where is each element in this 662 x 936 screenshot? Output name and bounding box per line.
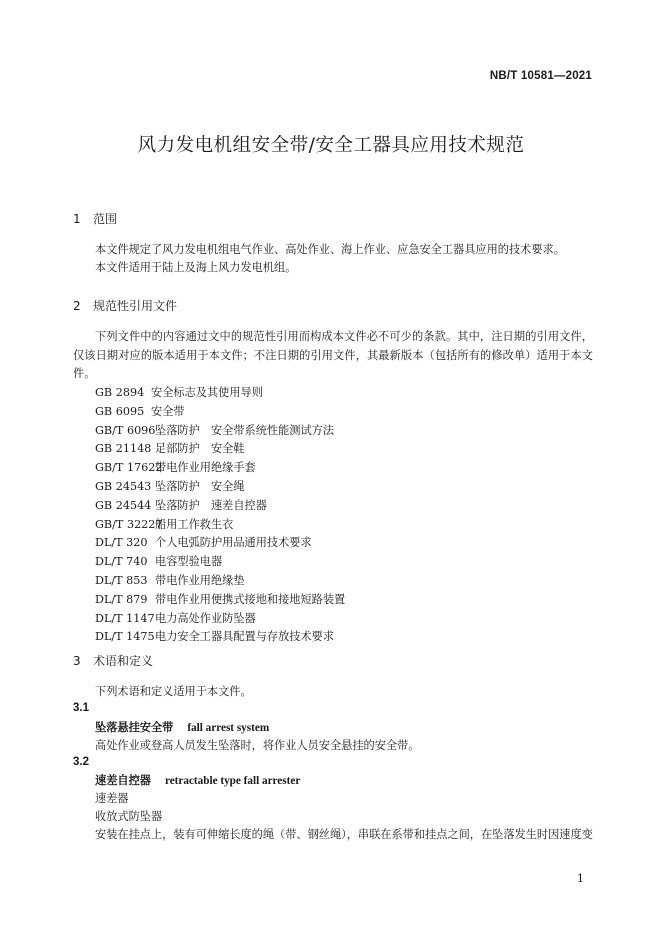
section-2-heading [73,297,177,314]
section-title: 术语和定义 [93,654,154,668]
reference-title: 坠落防护 安全绳 [155,479,245,493]
reference-title: 带电作业用绝缘手套 [155,461,256,475]
reference-item [95,572,345,591]
term-english: retractable type fall arrester [164,775,301,787]
reference-code: GB/T 6096 [95,423,156,437]
reference-code: DL/T 853 [95,573,148,587]
reference-code: GB 2894 [95,386,145,399]
reference-code: GB 6095 [95,404,145,418]
reference-item [95,403,345,422]
term-synonym: 收放式防坠器 [95,810,163,823]
section-title: 范围 [93,212,118,226]
reference-item [95,497,345,516]
document-title: 风力发电机组安全带/安全工器具应用技术规范 [137,135,525,156]
reference-title: 安全带 [151,404,185,418]
reference-code: DL/T 320 [95,536,148,550]
section-3-heading [73,652,153,669]
reference-code: GB/T 32227 [95,517,163,531]
section-number: 2 [73,299,81,313]
reference-title: 带电作业用便携式接地和接地短路装置 [155,592,346,606]
reference-item [95,440,345,459]
section-2-intro: 下列文件中的内容通过文中的规范性引用而构成本文件必不可少的条款。其中，注日期的引用文件，仅该日期对应的版本适用于本文件；不注日期的引用文件，其最新版本（包括所有的修改单）适用于本文件。 [73,330,593,380]
term-definition: 安装在挂点上，装有可伸缩长度的绳（带、钢丝绳），串联在系带和挂点之间，在坠落发生时因速度变 [95,828,593,841]
section-1-paragraph: 本文件适用于陆上及海上风力发电机组。 [95,261,297,274]
reference-title: 电容型验电器 [155,555,223,569]
standard-number: NB/T 10581—2021 [489,70,592,82]
term-chinese: 坠落悬挂安全带 [95,720,174,734]
term-number: 3.2 [73,756,89,768]
reference-title: 足部防护 安全鞋 [155,442,245,456]
reference-item [95,422,345,441]
reference-code: GB 24543 [95,479,152,493]
reference-item [95,553,345,572]
reference-item [95,384,345,403]
reference-code: GB 21148 [95,442,152,456]
term-heading [95,772,300,788]
reference-title: 电力高处作业防坠器 [155,611,256,625]
reference-title: 坠落防护 安全带系统性能测试方法 [155,423,335,437]
reference-item [95,534,345,553]
term-chinese: 速差自控器 [95,773,151,787]
term-heading [95,719,269,735]
section-1-heading [73,210,117,227]
reference-item [95,610,345,629]
section-title: 规范性引用文件 [93,299,178,313]
term-definition: 高处作业或登高人员发生坠落时，将作业人员安全悬挂的安全带。 [95,739,420,752]
section-number: 1 [73,212,81,226]
reference-item [95,478,345,497]
reference-title: 船用工作救生衣 [155,517,234,531]
term-number: 3.1 [73,702,89,714]
reference-item [95,516,345,535]
reference-item [95,459,345,478]
reference-code: DL/T 1147 [95,611,155,625]
reference-item [95,591,345,610]
reference-code: DL/T 1475 [95,630,155,644]
term-synonym: 速差器 [95,792,129,805]
section-1-paragraph: 本文件规定了风力发电机组电气作业、高处作业、海上作业、应急安全工器具应用的技术要求。 [95,243,565,256]
term-english: fall arrest system [187,722,270,734]
reference-list [95,384,345,647]
section-3-intro: 下列术语和定义适用于本文件。 [95,685,252,698]
reference-title: 个人电弧防护用品通用技术要求 [155,536,312,550]
reference-title: 坠落防护 速差自控器 [155,498,267,512]
reference-code: DL/T 879 [95,592,148,606]
reference-item [95,628,345,647]
reference-title: 带电作业用绝缘垫 [155,573,245,587]
reference-code: GB/T 17622 [95,461,163,475]
reference-code: DL/T 740 [95,555,148,569]
reference-code: GB 24544 [95,498,152,512]
reference-title: 电力安全工器具配置与存放技术要求 [155,630,335,644]
section-number: 3 [73,654,81,668]
page-number: 1 [577,872,584,885]
reference-title: 安全标志及其使用导则 [151,386,263,399]
